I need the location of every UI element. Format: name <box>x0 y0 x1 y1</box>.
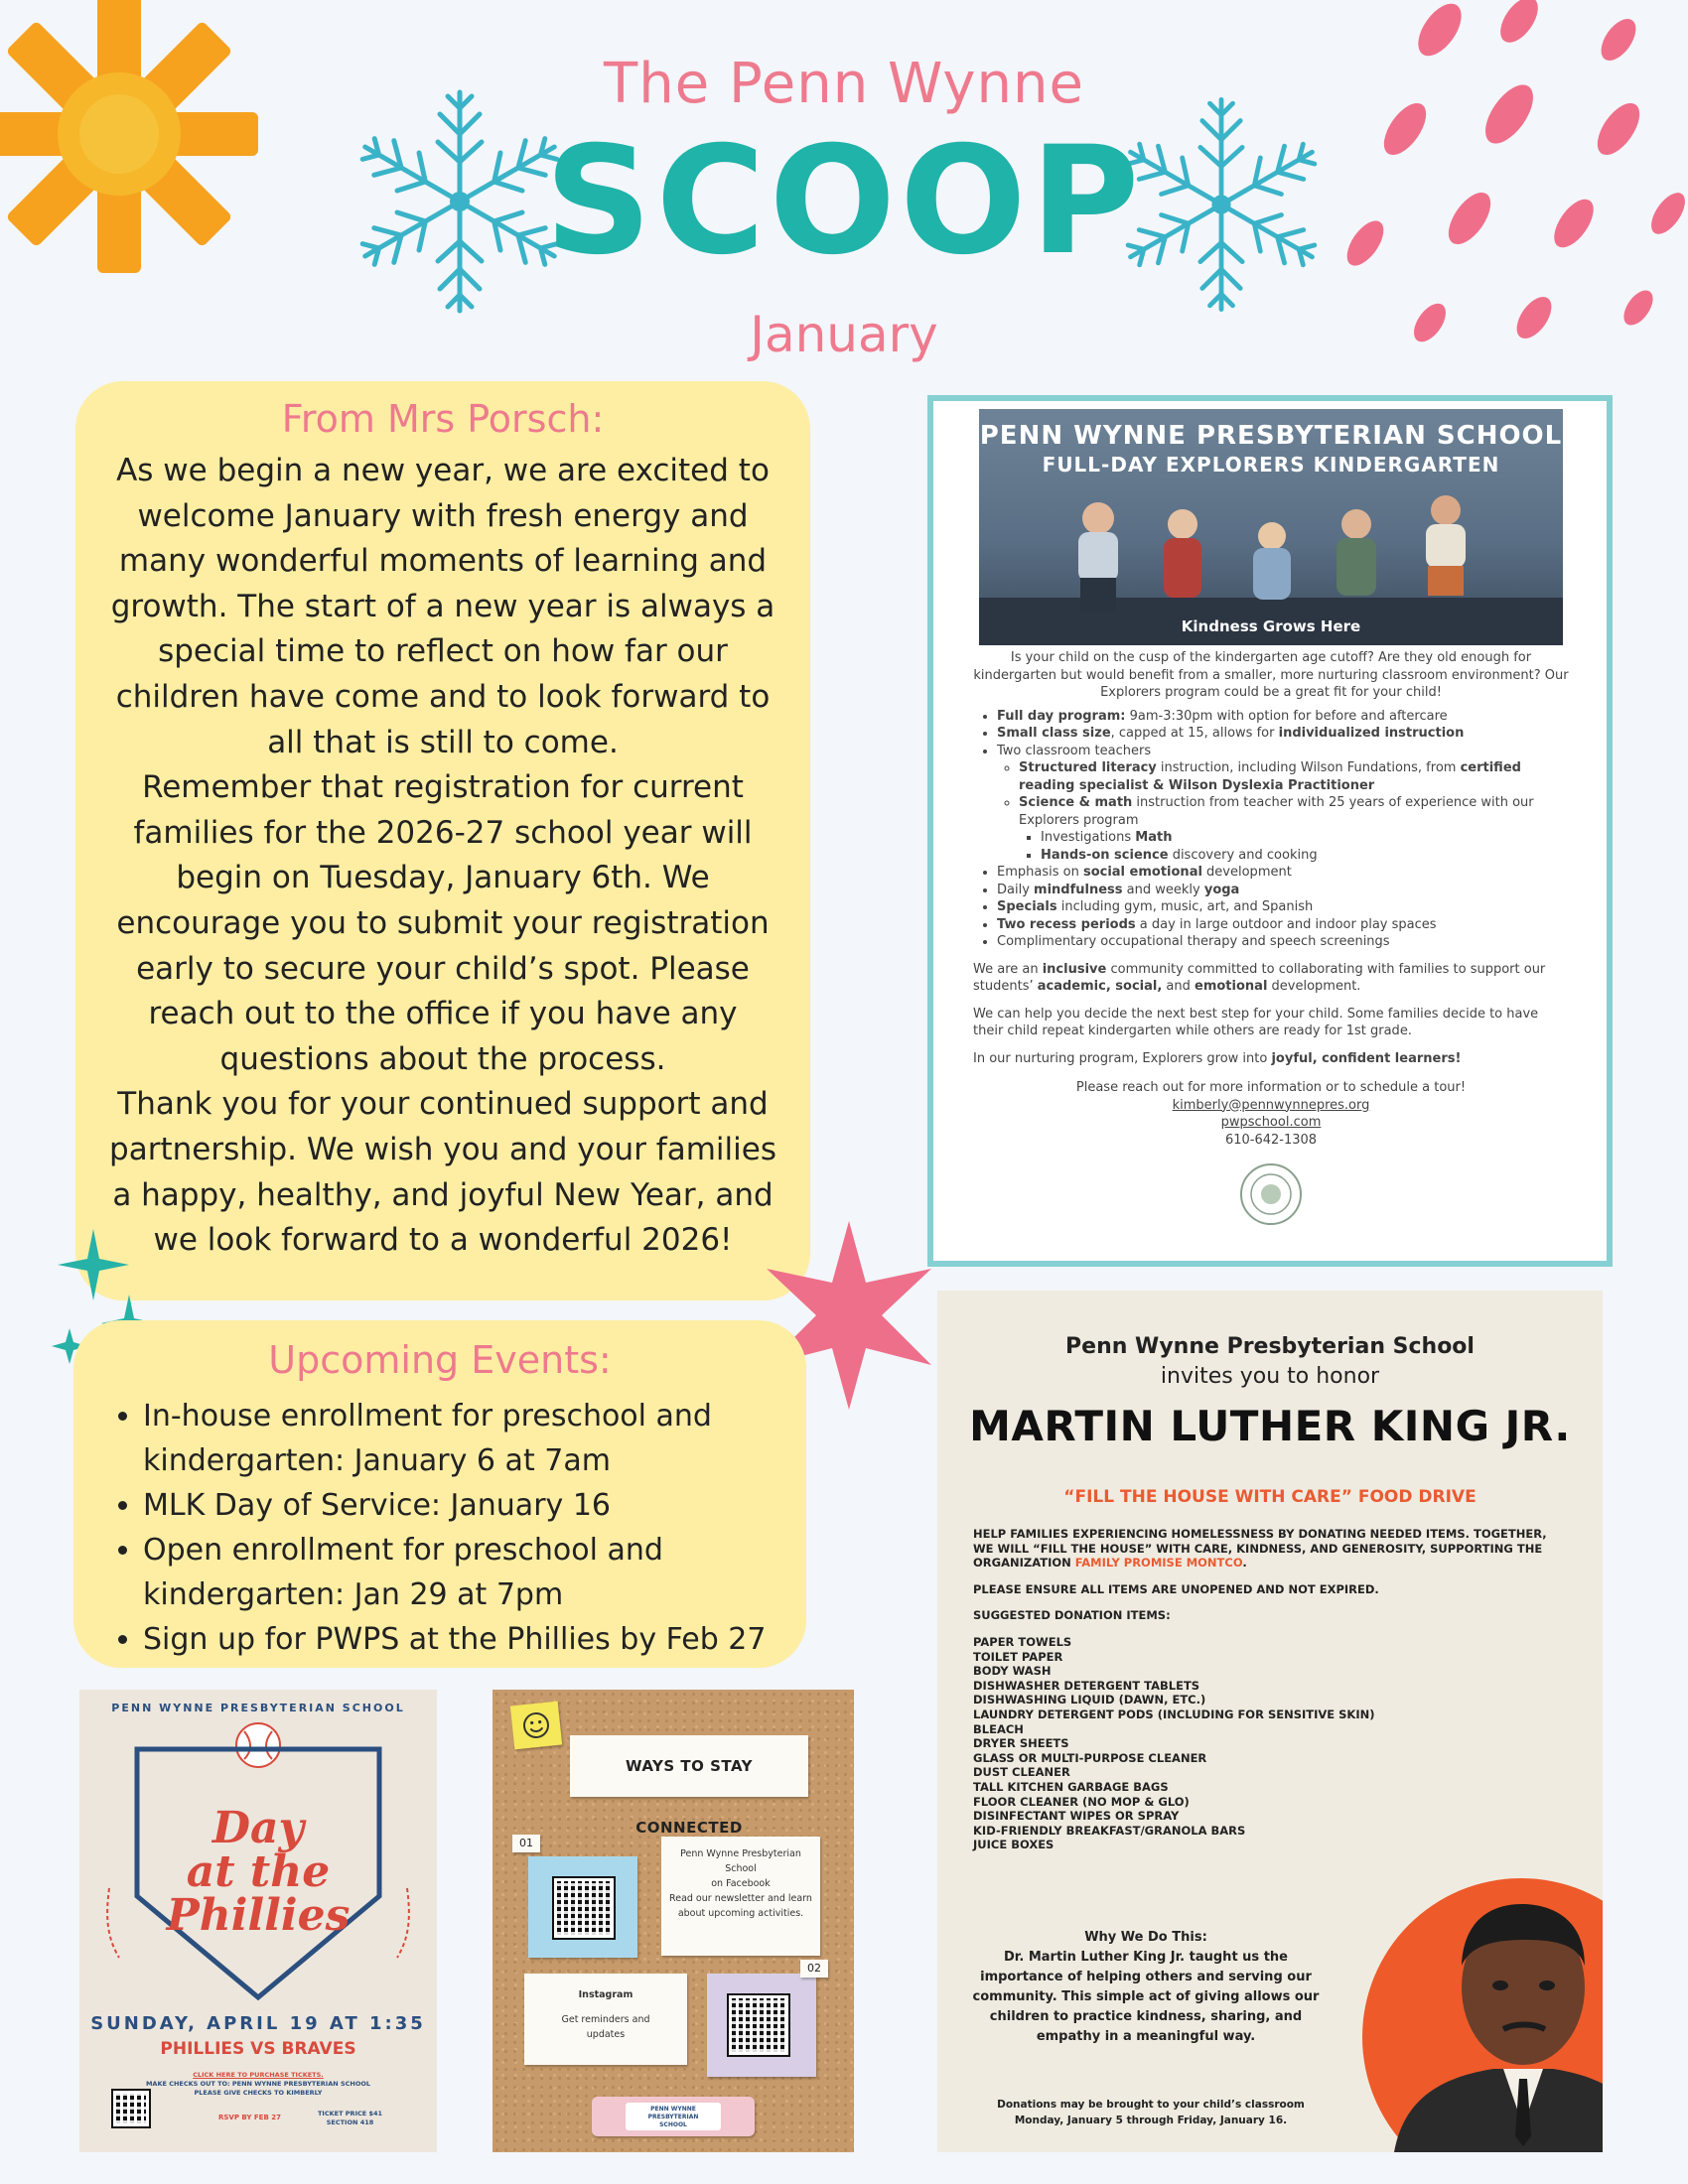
feature-subitem <box>1019 794 1569 864</box>
kindergarten-flyer <box>927 395 1613 1267</box>
event-item: • Sign up for PWPS at the Phillies by Feb 27 <box>143 1617 806 1662</box>
mlk-school-name: Penn Wynne Presbyterian School <box>1065 1334 1475 1359</box>
title-note <box>570 1735 808 1837</box>
facebook-label: on Facebook <box>711 1878 771 1889</box>
donation-item: GLASS OR MULTI-PURPOSE CLEANER <box>973 1750 1207 1765</box>
event-item: • MLK Day of Service: January 16 <box>143 1483 806 1528</box>
phillies-section-line: SECTION 418 <box>326 2118 374 2126</box>
feature-bold: Hands-on science <box>1041 847 1169 863</box>
events-heading: Upcoming Events: <box>268 1338 612 1382</box>
mlk-note: PLEASE ENSURE ALL ITEMS ARE UNOPENED AND NOT EXPIRED. <box>973 1581 1379 1596</box>
feature-bold: individualized instruction <box>1278 726 1465 741</box>
feature-item <box>997 708 1569 726</box>
donation-item: TOILET PAPER <box>973 1649 1063 1664</box>
sticky-note <box>510 1702 562 1750</box>
feature-bold: yoga <box>1203 882 1240 897</box>
donation-item: PAPER TOWELS <box>973 1634 1072 1649</box>
kindergarten-next-step-paragraph: We can help you decide the next best step for your child. Some families decide to have their child repeat kindergarten while others are ready for 1st grade. <box>973 1006 1539 1038</box>
letter-paragraph: Remember that registration for current families for the 2026-27 school year will begin on Tuesday, January 6th. We encourage you to submit your registration early to secure your child’s spot. Please reach out to the office if you have any questions about the process. <box>116 769 770 1077</box>
feature-text: including gym, music, art, and Spanish <box>1056 899 1314 914</box>
event-item: • Open enrollment for preschool and kindergarten: Jan 29 at 7pm <box>143 1528 806 1617</box>
qr-note-blue <box>528 1856 637 1958</box>
mlk-portrait-illustration <box>1354 1848 1603 2152</box>
mlk-donation-info <box>957 2097 1344 2128</box>
phillies-qr-code[interactable] <box>113 2091 149 2126</box>
mlk-intro <box>973 1527 1569 1570</box>
feature-bold: Specials <box>997 899 1057 914</box>
phillies-matchup: PHILLIES VS BRAVES <box>160 2039 356 2059</box>
phillies-title-line: at the <box>186 1846 331 1897</box>
letter-paragraph: Thank you for your continued support and partnership. We wish you and your families a happy, healthy, and joyful New Year, and we look forward to a wonderful 2026! <box>109 1086 776 1259</box>
para-text: In our nurturing program, Explorers grow into <box>973 1050 1272 1066</box>
number-note: 01 <box>512 1835 540 1852</box>
kindergarten-intro: Is your child on the cusp of the kindergarten age cutoff? Are they old enough for kindergarten but would benefit from a smaller, more nurturing classroom environment? Our Explorers program could be a great fit for your child! <box>973 650 1569 700</box>
phillies-title-line: Phillies <box>166 1890 351 1941</box>
connected-flyer <box>492 1690 854 2152</box>
mlk-intro-text: HELP FAMILIES EXPERIENCING HOMELESSNESS BY DONATING NEEDED ITEMS. TOGETHER, WE WILL “FILL THE HOUSE” WITH CARE, KINDNESS, AND GENEROSITY, SUPPORTING THE ORGANIZATION <box>973 1527 1547 1570</box>
phillies-flyer <box>79 1690 437 2152</box>
feature-subsubitem <box>1041 847 1569 865</box>
phillies-rsvp: RSVP BY FEB 27 <box>218 2114 281 2121</box>
donation-item: JUICE BOXES <box>973 1838 1055 1852</box>
mlk-honoree-name: MARTIN LUTHER KING JR. <box>969 1402 1571 1450</box>
feature-text: discovery and cooking <box>1168 847 1318 863</box>
donation-item: DISHWASHING LIQUID (DAWN, ETC.) <box>973 1693 1206 1707</box>
feature-item <box>997 743 1569 865</box>
mlk-why-heading: Why We Do This: <box>1084 1930 1207 1945</box>
feature-item <box>997 882 1569 899</box>
connected-title: WAYS TO STAY CONNECTED <box>625 1757 754 1837</box>
facebook-note <box>661 1837 820 1956</box>
para-bold: inclusive <box>1042 961 1107 977</box>
feature-text: and weekly <box>1122 882 1204 897</box>
feature-bold: Structured literacy <box>1019 760 1157 775</box>
para-bold: joyful, confident learners! <box>1271 1050 1462 1066</box>
para-text: community committed to collaborating with families to support our students’ <box>973 961 1546 994</box>
phillies-school-name: PENN WYNNE PRESBYTERIAN SCHOOL <box>111 1702 405 1714</box>
mlk-why-text: Dr. Martin Luther King Jr. taught us the importance of helping others and serving our community. This simple act of giving allows our children to practice kindness, sharing, and empathy in a meaningful way. <box>972 1950 1320 2044</box>
mlk-donation-line: Monday, January 5 through Friday, January 16. <box>1014 2115 1288 2126</box>
instagram-qr-code[interactable] <box>729 1995 788 2055</box>
para-bold: academic, social, <box>1037 979 1163 994</box>
feature-bold: Full day program: <box>997 708 1126 724</box>
newsletter-month: January <box>750 306 938 363</box>
mlk-flyer-body <box>973 1527 1569 1852</box>
feature-text: development <box>1201 865 1292 880</box>
school-logo-note <box>592 2097 755 2136</box>
kindergarten-nurturing-paragraph <box>973 1050 1569 1068</box>
number-note: 02 <box>800 1960 828 1978</box>
donation-item: BLEACH <box>973 1721 1024 1736</box>
feature-subitem <box>1019 759 1569 794</box>
feature-text: Emphasis on <box>997 865 1083 880</box>
donation-item: DUST CLEANER <box>973 1765 1070 1780</box>
feature-text: instruction from teacher with 25 years of experience with our Explorers program <box>1019 795 1534 828</box>
mlk-why-section <box>967 1928 1325 2047</box>
events-list <box>73 1394 806 1662</box>
mlk-items-heading: SUGGESTED DONATION ITEMS: <box>973 1608 1171 1623</box>
feature-item <box>997 916 1569 934</box>
instagram-note <box>524 1974 687 2065</box>
feature-bold: social emotional <box>1082 865 1202 880</box>
feature-text: Daily <box>997 882 1035 897</box>
newsletter-title: SCOOP <box>544 115 1144 288</box>
feature-bold: Math <box>1135 830 1173 845</box>
para-text: development. <box>1267 979 1361 994</box>
feature-subsubitem <box>1041 829 1569 847</box>
kindergarten-features <box>973 708 1569 951</box>
mlk-intro-period: . <box>1242 1556 1247 1570</box>
feature-bold: Science & math <box>1019 795 1133 810</box>
facebook-school-name: Penn Wynne Presbyterian School <box>680 1848 801 1874</box>
kindergarten-website-link[interactable]: pwpschool.com <box>1220 1115 1322 1130</box>
phillies-checks-line: MAKE CHECKS OUT TO: PENN WYNNE PRESBYTERIAN SCHOOL <box>145 2080 371 2088</box>
feature-text: instruction, including Wilson Fundations, from <box>1156 760 1461 775</box>
phillies-title-line: Day <box>211 1803 305 1853</box>
mlk-invite-line: invites you to honor <box>1160 1364 1380 1389</box>
logo-line: PENN WYNNE <box>650 2106 696 2113</box>
mlk-donation-list <box>973 1635 1569 1852</box>
feature-text: , capped at 15, allows for <box>1110 726 1279 741</box>
logo-line: SCHOOL <box>659 2121 687 2128</box>
feature-bold: mindfulness <box>1034 882 1123 897</box>
donation-item: LAUNDRY DETERGENT PODS (INCLUDING FOR SENSITIVE SKIN) <box>973 1706 1375 1721</box>
feature-item <box>997 933 1569 951</box>
mlk-drive-title: “FILL THE HOUSE WITH CARE” FOOD DRIVE <box>1063 1487 1477 1507</box>
kindergarten-photo-caption: Kindness Grows Here <box>1181 617 1361 635</box>
donation-item: DRYER SHEETS <box>973 1736 1069 1751</box>
feature-text: Investigations <box>1041 830 1136 845</box>
instagram-description: Get reminders and updates <box>561 2014 650 2040</box>
feature-text: Two classroom teachers <box>997 743 1152 758</box>
smiley-icon <box>510 1702 562 1750</box>
feature-bold: certified reading specialist & Wilson Dyslexia Practitioner <box>1019 760 1521 793</box>
feature-text: a day in large outdoor and indoor play spaces <box>1135 916 1437 932</box>
letter-heading: From Mrs Porsch: <box>281 397 605 441</box>
letter-box <box>75 381 810 1300</box>
donation-item: DISHWASHER DETERGENT TABLETS <box>973 1678 1200 1693</box>
feature-item <box>997 898 1569 916</box>
donation-item: KID-FRIENDLY BREAKFAST/GRANOLA BARS <box>973 1823 1246 1838</box>
phillies-give-line: PLEASE GIVE CHECKS TO KIMBERLY <box>194 2089 323 2097</box>
mlk-flyer <box>937 1291 1603 2152</box>
phillies-game-date: SUNDAY, APRIL 19 AT 1:35 <box>90 2013 426 2034</box>
school-seal-icon <box>1239 1162 1303 1226</box>
kindergarten-inclusive-paragraph <box>973 961 1569 996</box>
feature-text: Complimentary occupational therapy and speech screenings <box>997 934 1390 949</box>
phillies-purchase-link[interactable]: CLICK HERE TO PURCHASE TICKETS. <box>193 2071 324 2079</box>
events-box <box>73 1320 806 1668</box>
donation-item: FLOOR CLEANER (NO MOP & GLO) <box>973 1794 1190 1809</box>
school-logo <box>626 2103 721 2130</box>
kindergarten-school-name: PENN WYNNE PRESBYTERIAN SCHOOL <box>979 421 1563 451</box>
qr-note-purple <box>707 1974 816 2077</box>
kindergarten-program-name: FULL-DAY EXPLORERS KINDERGARTEN <box>1042 453 1500 477</box>
feature-item <box>997 864 1569 882</box>
facebook-description: Read our newsletter and learn about upcoming activities. <box>669 1893 812 1919</box>
feature-bold: Small class size <box>997 726 1111 741</box>
event-item: • In-house enrollment for preschool and kindergarten: January 6 at 7am <box>143 1394 806 1483</box>
kindergarten-photo <box>979 409 1563 645</box>
letter-paragraph: As we begin a new year, we are excited to welcome January with fresh energy and many wonderful moments of learning and growth. The start of a new year is always a special time to reflect on how far our children have come and to look forward to all that is still to come. <box>110 453 775 760</box>
feature-item <box>997 725 1569 743</box>
donation-item: DISINFECTANT WIPES OR SPRAY <box>973 1809 1180 1824</box>
mlk-donation-line: Donations may be brought to your child’s classroom <box>997 2099 1305 2111</box>
phillies-price-line: TICKET PRICE $41 <box>318 2110 383 2117</box>
kindergarten-contact-intro: Please reach out for more information or to schedule a tour! <box>1075 1080 1467 1095</box>
kindergarten-email-link[interactable]: kimberly@pennwynnepres.org <box>1172 1097 1370 1113</box>
instagram-label: Instagram <box>578 1989 633 2000</box>
kindergarten-phone: 610-642-1308 <box>1224 1132 1318 1148</box>
feature-text: 9am-3:30pm with option for before and aftercare <box>1125 708 1448 724</box>
logo-line: PRESBYTERIAN <box>647 2114 699 2120</box>
donation-item: BODY WASH <box>973 1664 1052 1679</box>
para-bold: emotional <box>1195 979 1268 994</box>
facebook-qr-code[interactable] <box>554 1878 614 1938</box>
newsletter-title-small: The Penn Wynne <box>604 52 1084 116</box>
donation-item: TALL KITCHEN GARBAGE BAGS <box>973 1779 1169 1794</box>
feature-bold: Two recess periods <box>997 916 1136 932</box>
para-text: and <box>1162 979 1196 994</box>
phillies-title <box>79 1803 437 1941</box>
kindergarten-flyer-body <box>973 649 1569 1226</box>
mlk-org-name: FAMILY PROMISE MONTCO <box>1074 1556 1243 1570</box>
phillies-price <box>318 2110 382 2127</box>
para-text: We are an <box>973 961 1043 977</box>
